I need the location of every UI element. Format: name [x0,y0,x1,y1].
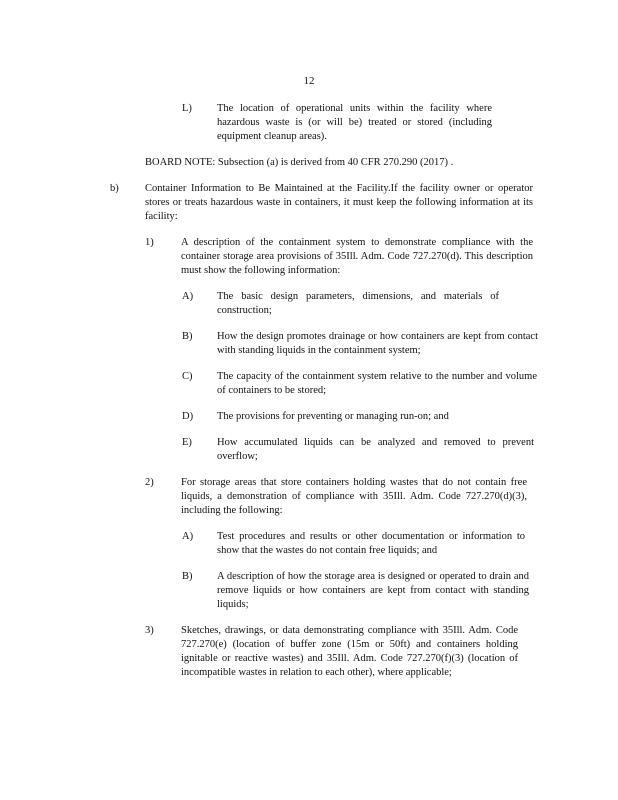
subitem-label: E) [182,437,192,448]
subitem-text: Test procedures and results or other documentation or information to show that the wastes do not contain free liquids; and [217,531,525,556]
item-text: Sketches, drawings, or data demonstrating compliance with 35Ill. Adm. Code 727.270(e) (location of buffer zone (15m or 50ft) and containers holding ignitable or reactive wastes) and 35Ill. Adm. Code 727.270(f)(3) (location of incompatible wastes in relation to each other), where applicable; [181,625,518,678]
subitem-label: A) [182,531,194,542]
subitem-label: D) [182,411,194,422]
subitem-text: How accumulated liquids can be analyzed and removed to prevent overflow; [217,437,534,462]
item-label: 1) [145,237,154,248]
subitem-label: A) [182,291,194,302]
subsection-label: b) [110,183,119,194]
item-label: 2) [145,477,154,488]
item-label: 3) [145,625,154,636]
subitem-label: B) [182,571,193,582]
subitem-text: The basic design parameters, dimensions, and materials of construction; [217,291,499,316]
subitem-text: A description of how the storage area is designed or operated to drain and remove liquids or how containers are kept from contact with standing liquids; [217,571,529,610]
item-label: L) [182,103,192,114]
item-text: A description of the containment system to demonstrate compliance with the container storage area provisions of 35Ill. Adm. Code 727.270(d). This description must show the following information: [181,237,533,276]
subitem-text: The provisions for preventing or managing run-on; and [217,411,449,422]
subitem-text: The capacity of the containment system relative to the number and volume of containers to be stored; [217,371,537,396]
subitem-label: C) [182,371,193,382]
item-text: The location of operational units within the facility where hazardous waste is (or will be) treated or stored (including equipment cleanup areas). [217,103,492,142]
page-number: 12 [303,75,315,87]
subitem-label: B) [182,331,193,342]
subitem-text: How the design promotes drainage or how containers are kept from contact with standing liquids in the containment system; [217,331,538,356]
subsection-text: Container Information to Be Maintained at the Facility.If the facility owner or operator stores or treats hazardous waste in containers, it must keep the following information at its facility: [145,183,533,222]
board-note: BOARD NOTE: Subsection (a) is derived from 40 CFR 270.290 (2017) . [145,157,454,168]
item-text: For storage areas that store containers holding wastes that do not contain free liquids, a demonstration of compliance with 35Ill. Adm. Code 727.270(d)(3), including the following: [181,477,527,516]
